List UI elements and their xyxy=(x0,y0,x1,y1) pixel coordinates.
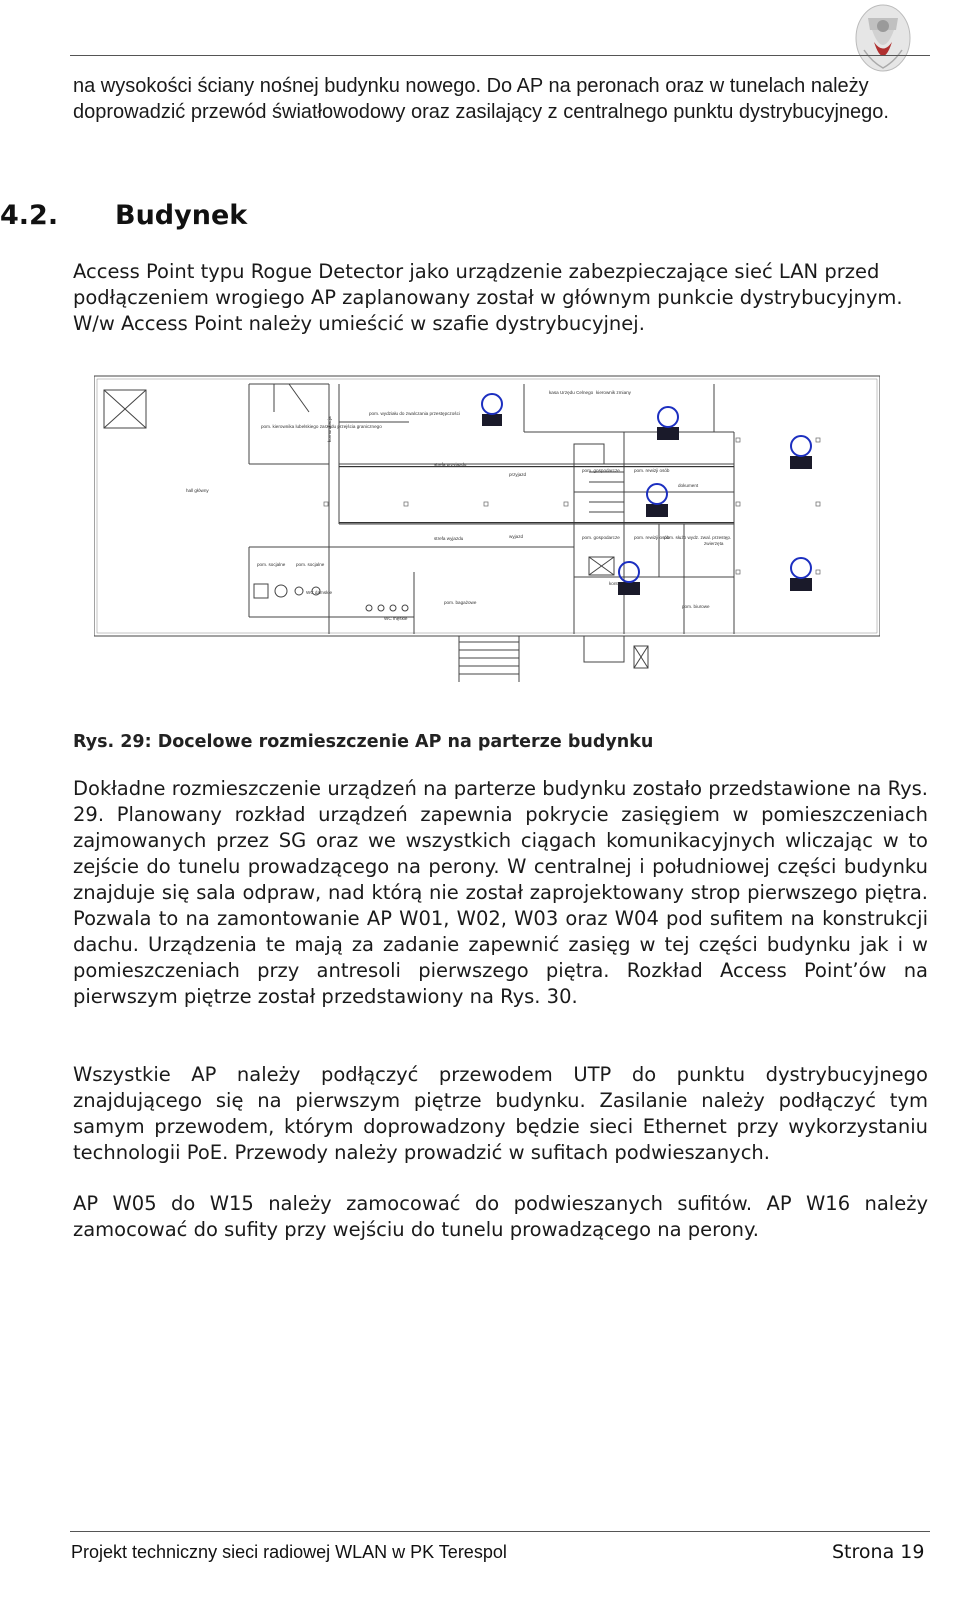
room-label: wyjazd xyxy=(509,534,524,539)
room-label: zwierzęta xyxy=(704,541,724,546)
room-label: kasa Urzędu Celnego xyxy=(549,390,594,395)
layout-paragraph: Dokładne rozmieszczenie urządzeń na parterze budynku zostało przedstawione na Rys. 29. Planowany rozkład urządzeń zapewnia pokrycie zasięgiem w pomieszczeniach zajmowanych przez SG oraz we wszystkich ciągach komunikacyjnych wliczając w to zejście do tunelu prowadzącego na perony. W centralnej i południowej części budynku znajduje się sala odpraw, nad którą nie został zaprojektowany strop pierwszego piętra. Pozwala to na zamontowanie AP W01, W02, W03 oraz W04 pod sufitem na konstrukcji dachu. Urządzenia te mają za zadanie zapewnić zasięg w tej części budynku jak i w pomieszczeniach przy antresoli pierwszego piętra. Rozkład Access Point’ów na pierwszym piętrze został przedstawiony na Rys. 30. xyxy=(73,777,928,1008)
room-label: pom. socjalne xyxy=(257,562,286,567)
room-label: pom. kierownika lubelskiego zarządu przejścia granicznego xyxy=(261,424,382,429)
footer-document-title: Projekt techniczny sieci radiowej WLAN w PK Terespol xyxy=(71,1542,507,1562)
room-label: pom. służb wydz. zwal. przestęp. xyxy=(664,535,732,540)
ground-floor-plan xyxy=(94,372,880,692)
room-label: pom. gospodarcze xyxy=(582,468,620,473)
room-label: kierownik zmiany xyxy=(596,390,631,395)
room-label: pom. rewizji osób xyxy=(634,535,670,540)
header-rule xyxy=(70,55,930,56)
room-label: pom. gospodarcze xyxy=(582,535,620,540)
room-label: WC męskie xyxy=(384,616,408,621)
access-point-icon xyxy=(646,484,668,517)
access-point-icon xyxy=(482,394,502,426)
room-label: komunikacja xyxy=(327,416,332,442)
footer-page-number: Strona 19 xyxy=(832,1541,925,1563)
room-label: hall główny xyxy=(186,488,209,493)
utp-paragraph: Wszystkie AP należy podłączyć przewodem UTP do punktu dystrybucyjnego znajdującego się na pierwszym piętrze budynku. Zasilanie należy podłączyć tym samym przewodem, którym doprowadzony będzie sieci Ethernet przy wykorzystaniu technologii PoE. Przewody należy prowadzić w sufitach podwieszanych. xyxy=(73,1063,928,1164)
room-label: pom. socjalne xyxy=(296,562,325,567)
access-point-icon xyxy=(790,436,812,469)
rogue-detector-paragraph: Access Point typu Rogue Detector jako urządzenie zabezpieczające sieć LAN przed podłączeniem wrogiego AP zaplanowany został w głównym punkcie dystrybucyjnym. W/w Access Point należy umieścić w szafie dystrybucyjnej. xyxy=(73,260,903,335)
intro-paragraph: na wysokości ściany nośnej budynku nowego. Do AP na peronach oraz w tunelach należy doprowadzić przewód światłowodowy oraz zasilający z centralnego punktu dystrybucyjnego. xyxy=(73,75,889,123)
section-title: Budynek xyxy=(115,200,248,231)
room-label: dokument xyxy=(678,483,699,488)
room-label: strefa przyjazdu xyxy=(434,462,467,467)
room-label: pom. wydziału do zwalczania przestępczości xyxy=(369,411,460,416)
room-label: pom. biurowe xyxy=(682,604,710,609)
footer-rule xyxy=(70,1531,930,1532)
room-label: pom. bagażowe xyxy=(444,600,477,605)
figure-caption: Rys. 29: Docelowe rozmieszczenie AP na parterze budynku xyxy=(73,732,654,752)
mounting-paragraph: AP W05 do W15 należy zamocować do podwieszanych sufitów. AP W16 należy zamocować do sufity przy wejściu do tunelu prowadzącego na perony. xyxy=(73,1192,928,1241)
room-label: kontr. xyxy=(609,581,621,586)
access-point-icon xyxy=(790,558,812,591)
access-point-icon xyxy=(657,407,679,440)
room-label: strefa wyjazdu xyxy=(434,536,464,541)
access-point-icon xyxy=(618,562,640,595)
section-number: 4.2. xyxy=(0,200,59,231)
room-label: przyjazd xyxy=(509,472,527,477)
room-label: WC damskie xyxy=(306,590,333,595)
room-label: pom. rewizji osób xyxy=(634,468,670,473)
border-guard-emblem xyxy=(852,0,914,78)
